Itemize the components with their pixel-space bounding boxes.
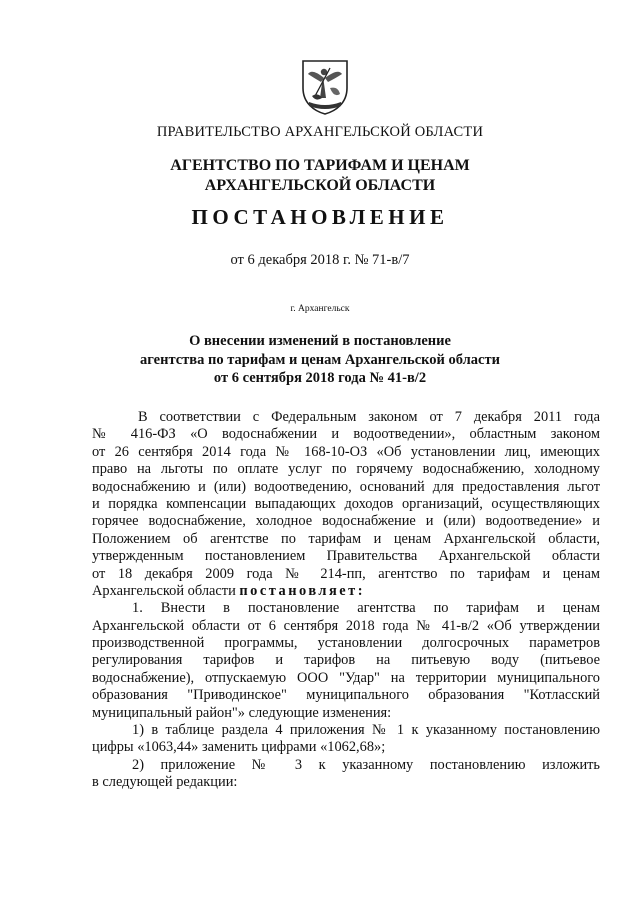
subject-line: агентства по тарифам и ценам Архангельской области <box>140 351 500 368</box>
resolution-keyword: постановляет: <box>239 582 366 599</box>
body-line: регулирования тарифов и тарифов на питьевую воду (питьевое <box>92 652 600 669</box>
body-line: водоснабжению и (или) водоотведению, оснований для предоставления льгот <box>92 478 600 495</box>
body-line: 2) приложение № 3 к указанному постановлению изложить <box>132 756 600 773</box>
subject-line: О внесении изменений в постановление <box>189 333 451 349</box>
body-line: Положением об агентстве по тарифам и ценам Архангельской области, <box>92 530 600 547</box>
body-line: горячее водоснабжение, холодное водоснабжение и (или) водоотведение» и <box>92 513 600 530</box>
agency-title-line: АГЕНТСТВО ПО ТАРИФАМ И ЦЕНАМ <box>170 157 470 174</box>
document-type: ПОСТАНОВЛЕНИЕ <box>191 205 449 229</box>
body-line: Архангельской области от 6 сентября 2018 года № 41-в/2 «Об утверждении <box>92 617 600 634</box>
body-line: муниципальный район"» следующие изменения: <box>92 704 392 721</box>
body-line: цифры «1063,44» заменить цифрами «1062,68»; <box>92 739 386 756</box>
body-line: 1. Внести в постановление агентства по тарифам и ценам <box>132 600 600 617</box>
body-line: производственной программы, установлении долгосрочных параметров <box>92 635 600 652</box>
body-line: утвержденным постановлением Правительства Архангельской области <box>92 548 600 565</box>
body-line: от 26 сентября 2014 года № 168-10-ОЗ «Об установлении лиц, имеющих <box>92 443 600 460</box>
agency-title <box>0 156 640 196</box>
document-subject <box>0 332 640 388</box>
body-line: № 416-ФЗ «О водоснабжении и водоотведении», областным законом <box>92 426 600 443</box>
body-line-text: Архангельской области <box>92 582 240 599</box>
body-line: образования "Приводинское" муниципального образования "Котласский <box>92 687 600 704</box>
subject-line: от 6 сентября 2018 года № 41-в/2 <box>213 370 427 386</box>
body-line: в следующей редакции: <box>92 774 238 791</box>
city: г. Архангельск <box>290 304 350 314</box>
agency-title-line: АРХАНГЕЛЬСКОЙ ОБЛАСТИ <box>204 177 436 194</box>
document-body <box>92 409 600 792</box>
body-line: В соответствии с Федеральным законом от 7 декабря 2011 года <box>138 409 600 425</box>
date-and-number: от 6 декабря 2018 г. № 71-в/7 <box>230 252 410 268</box>
body-line <box>92 583 600 600</box>
government-title: ПРАВИТЕЛЬСТВО АРХАНГЕЛЬСКОЙ ОБЛАСТИ <box>156 124 484 140</box>
body-line: водоснабжение), отпускаемую ООО "Удар" на территории муниципального <box>92 669 600 686</box>
body-line: право на льготы по оплате услуг по горячему водоснабжению, холодному <box>92 461 600 478</box>
body-line: и порядка компенсации выпадающих доходов организаций, осуществляющих <box>92 495 600 512</box>
arkhangelsk-coat-of-arms-icon <box>300 58 350 116</box>
body-line: от 18 декабря 2009 года № 214-пп, агентство по тарифам и ценам <box>92 565 600 582</box>
body-line: 1) в таблице раздела 4 приложения № 1 к указанному постановлению <box>132 722 600 739</box>
